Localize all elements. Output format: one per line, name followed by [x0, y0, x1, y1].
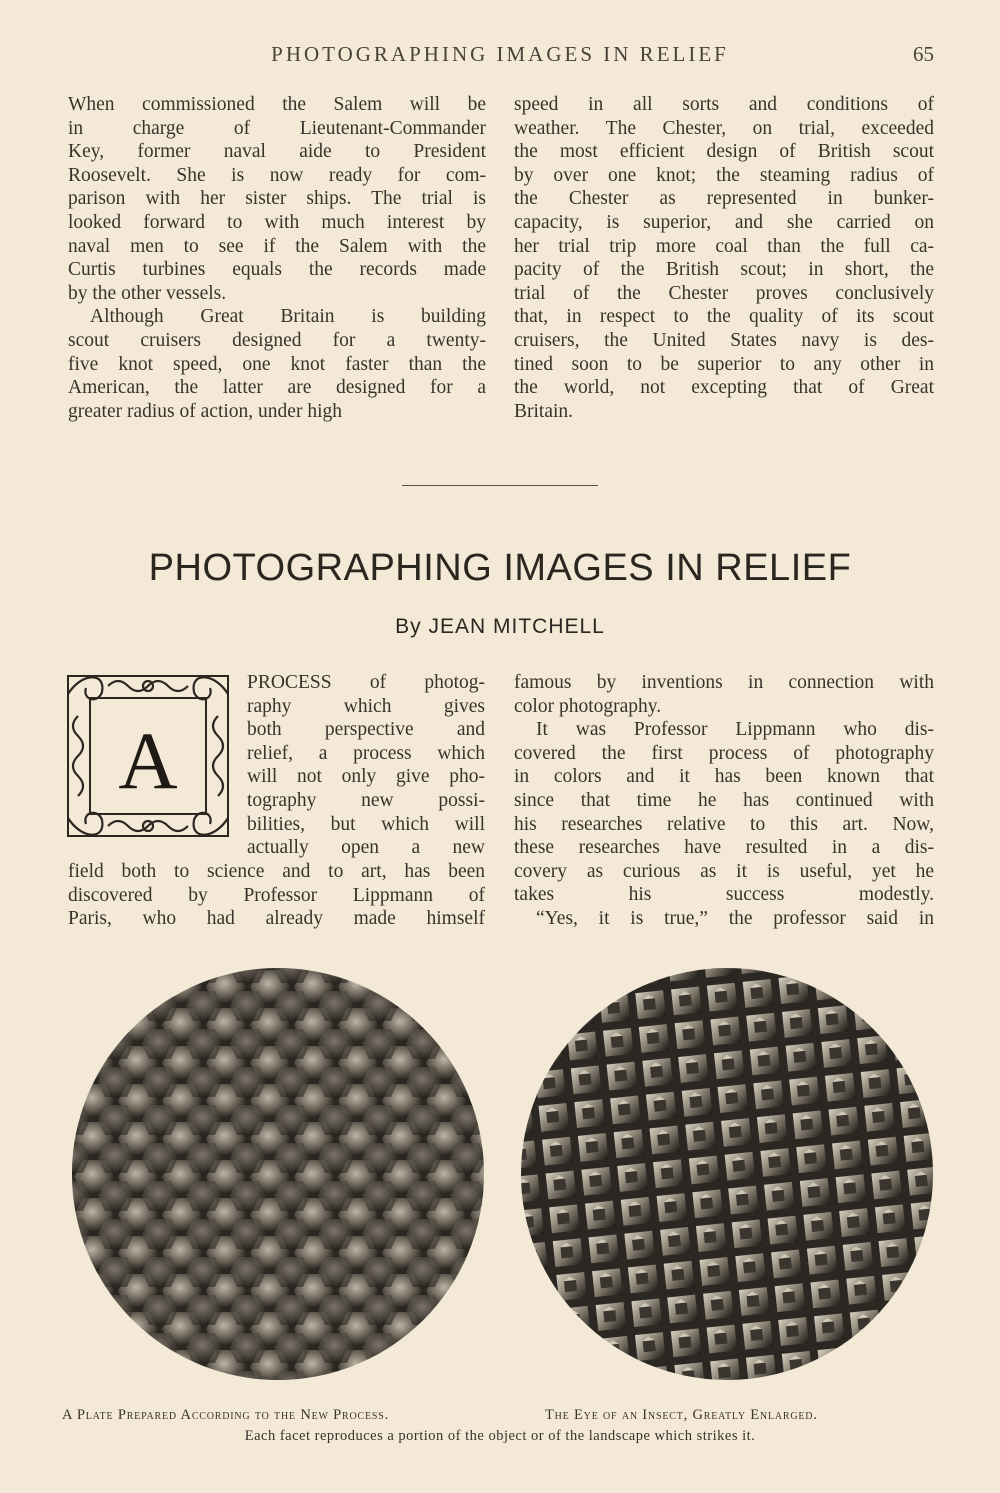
text-line: the most efficient design of British scout [514, 141, 934, 163]
text-line: Key, former naval aide to President [68, 141, 486, 163]
article-title: PHOTOGRAPHING IMAGES IN RELIEF [148, 547, 852, 589]
text-line: by the other vessels. [68, 282, 227, 304]
text-line: field both to science and to art, has been [68, 861, 485, 882]
article-left-column-wide [68, 860, 485, 931]
text-line: will not only give pho- [247, 766, 485, 788]
text-line: weather. The Chester, on trial, exceeded [514, 117, 934, 139]
text-line: Britain. [514, 400, 574, 422]
text-line: five knot speed, one knot faster than the [68, 353, 486, 375]
text-line: “Yes, it is true,” the professor said in [536, 907, 934, 929]
text-line: parison with her sister ships. The trial is [68, 188, 486, 210]
text-line: her trial trip more coal than the full ca- [514, 235, 934, 257]
running-head: PHOTOGRAPHING IMAGES IN RELIEF [271, 42, 729, 66]
article-left-column-narrow [247, 671, 485, 860]
text-line: tography new possi- [247, 789, 485, 811]
insect-eye-photograph [521, 968, 933, 1380]
left-figure-caption: A Plate Prepared According to the New Process. [62, 1407, 390, 1423]
text-line: the world, not excepting that of Great [514, 377, 934, 399]
shared-figure-caption: Each facet reproduces a portion of the object or of the landscape which strikes it. [244, 1428, 756, 1444]
text-line: actually open a new [247, 837, 485, 859]
article-byline: By JEAN MITCHELL [395, 615, 605, 638]
drop-cap-letter: A [118, 715, 178, 806]
text-line: cruisers, the United States navy is des- [514, 329, 934, 351]
text-line: these researches have resulted in a dis- [514, 837, 934, 859]
text-line: covery as curious as it is useful, yet he [514, 860, 934, 882]
section-divider [402, 485, 598, 486]
ornamental-drop-cap [62, 670, 234, 842]
text-line: the Chester as represented in bunker- [514, 188, 934, 210]
preceding-article-right-column [514, 93, 934, 423]
article-right-column [514, 671, 934, 931]
preceding-article-left-column [68, 93, 486, 423]
text-line: his researches relative to this art. Now, [514, 813, 934, 835]
text-line: American, the latter are designed for a [68, 377, 486, 399]
text-line: It was Professor Lippmann who dis- [536, 719, 934, 741]
text-line: bilities, but which will [247, 813, 485, 835]
text-line: PROCESS of photog- [247, 672, 485, 693]
page-number: 65 [913, 42, 934, 66]
text-line: naval men to see if the Salem with the [68, 235, 486, 257]
text-line: raphy which gives [247, 695, 485, 717]
text-line: since that time he has continued with [514, 789, 934, 811]
text-line: scout cruisers designed for a twenty- [68, 329, 486, 351]
text-line: Paris, who had already made himself [68, 908, 485, 930]
text-line: greater radius of action, under high [68, 400, 342, 422]
text-line: color photography. [514, 695, 662, 717]
text-line: discovered by Professor Lippmann of [68, 884, 485, 906]
text-line: that, in respect to the quality of its scout [514, 306, 934, 328]
text-line: capacity, is superior, and she carried on [514, 211, 934, 233]
text-line: trial of the Chester proves conclusively [514, 282, 934, 304]
text-line: Roosevelt. She is now ready for com- [68, 164, 486, 186]
plate-photograph [72, 968, 484, 1380]
text-line: takes his success modestly. [514, 884, 934, 906]
text-line: pacity of the British scout; in short, the [514, 259, 934, 281]
text-line: in colors and it has been known that [514, 766, 934, 788]
text-line: relief, a process which [247, 742, 485, 764]
right-figure-caption: The Eye of an Insect, Greatly Enlarged. [545, 1407, 818, 1423]
text-line: both perspective and [247, 719, 485, 741]
text-line: Curtis turbines equals the records made [68, 259, 486, 281]
text-line: speed in all sorts and conditions of [514, 94, 934, 115]
text-line: famous by inventions in connection with [514, 672, 934, 693]
text-line: Although Great Britain is building [90, 306, 486, 328]
text-line: looked forward to with much interest by [68, 211, 486, 233]
text-line: When commissioned the Salem will be [68, 94, 486, 115]
text-line: tined soon to be superior to any other in [514, 353, 934, 375]
text-line: covered the first process of photography [514, 742, 934, 764]
text-line: in charge of Lieutenant-Commander [68, 117, 486, 139]
text-line: by over one knot; the steaming radius of [514, 164, 934, 186]
